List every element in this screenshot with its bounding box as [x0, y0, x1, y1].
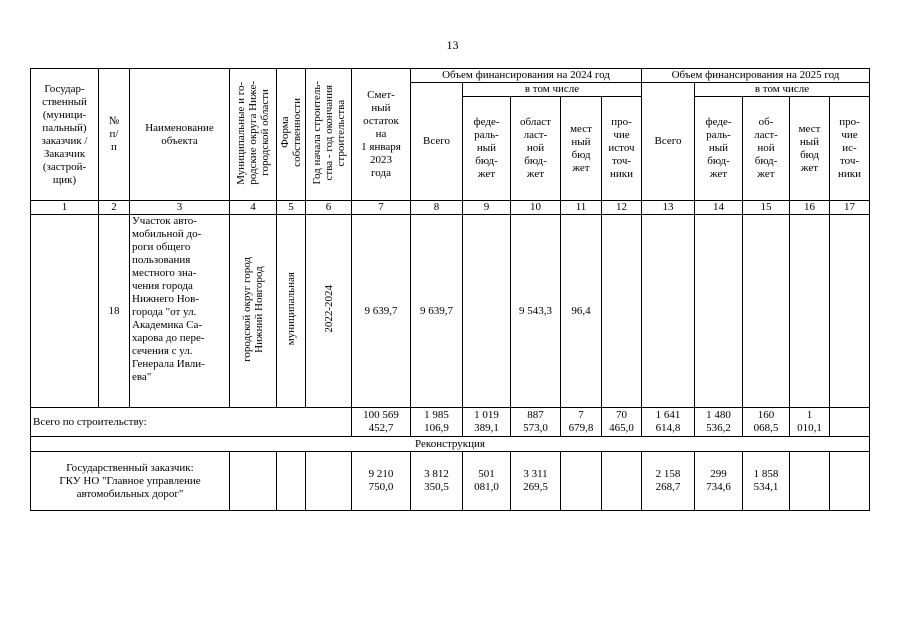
section-row	[31, 437, 870, 452]
col-number: 3	[130, 201, 230, 215]
row18-years-cell	[306, 215, 352, 408]
col-number: 6	[306, 201, 352, 215]
table-row	[31, 215, 870, 408]
col-number: 14	[695, 201, 743, 215]
customer-years	[306, 452, 352, 511]
header-municipality-cell	[230, 69, 277, 201]
row18-ownership-cell	[277, 215, 306, 408]
row18-municipality: городской округ город Нижний Новгород	[241, 256, 265, 362]
section-title: Реконструкция	[31, 437, 870, 452]
customer-label: Государственный заказчик: ГКУ НО "Главное управление автомобильных дорог"	[31, 452, 230, 511]
header-regional-2024: област ласт- ной бюд- жет	[511, 97, 561, 201]
total-total-2024: 1 985 106,9	[411, 408, 463, 437]
header-federal-2024: феде- раль- ный бюд- жет	[463, 97, 511, 201]
customer-regional-2024: 3 311 269,5	[511, 452, 561, 511]
header-num: № п/ п	[99, 69, 130, 201]
col-number: 11	[561, 201, 602, 215]
col-number: 15	[743, 201, 790, 215]
row18-local-2025	[790, 215, 830, 408]
row18-federal-2025	[695, 215, 743, 408]
header-estimate: Смет- ный остаток на 1 января 2023 года	[352, 69, 411, 201]
total-federal-2025: 1 480 536,2	[695, 408, 743, 437]
col-number: 8	[411, 201, 463, 215]
header-fin-2025: Объем финансирования на 2025 год	[642, 69, 870, 83]
total-local-2024: 7 679,8	[561, 408, 602, 437]
header-years-cell	[306, 69, 352, 201]
header-federal-2025: феде- раль- ный бюд- жет	[695, 97, 743, 201]
row18-other-2024	[602, 215, 642, 408]
column-numbers-row	[31, 201, 870, 215]
header-including-2024: в том числе	[463, 83, 642, 97]
total-federal-2024: 1 019 389,1	[463, 408, 511, 437]
header-regional-2025: об- ласт- ной бюд- жет	[743, 97, 790, 201]
customer-total-2024: 3 812 350,5	[411, 452, 463, 511]
customer-other-2024	[602, 452, 642, 511]
customer-local-2025	[790, 452, 830, 511]
header-including-2025: в том числе	[695, 83, 870, 97]
col-number: 4	[230, 201, 277, 215]
header-total-2025: Всего	[642, 83, 695, 201]
total-other-2024: 70 465,0	[602, 408, 642, 437]
col-number: 12	[602, 201, 642, 215]
page-number: 13	[446, 38, 459, 52]
customer-regional-2025: 1 858 534,1	[743, 452, 790, 511]
customer-other-2025	[830, 452, 870, 511]
customer-federal-2025: 299 734,6	[695, 452, 743, 511]
total-row	[31, 408, 870, 437]
row18-estimate: 9 639,7	[352, 215, 411, 408]
header-municipality: Муниципальные и го- родские округа Ниже- городской области	[235, 80, 271, 185]
col-number: 9	[463, 201, 511, 215]
header-ownership-cell	[277, 69, 306, 201]
col-number: 10	[511, 201, 561, 215]
row18-total-2024: 9 639,7	[411, 215, 463, 408]
financing-table	[30, 68, 870, 511]
total-other-2025	[830, 408, 870, 437]
col-number: 16	[790, 201, 830, 215]
total-label: Всего по строительству:	[31, 408, 352, 437]
col-number: 7	[352, 201, 411, 215]
total-total-2025: 1 641 614,8	[642, 408, 695, 437]
row18-local-2024: 96,4	[561, 215, 602, 408]
customer-row	[31, 452, 870, 511]
row18-federal-2024	[463, 215, 511, 408]
row18-municipality-cell	[230, 215, 277, 408]
total-regional-2025: 160 068,5	[743, 408, 790, 437]
col-number: 5	[277, 201, 306, 215]
row18-ownership: муниципальная	[285, 272, 297, 346]
header-local-2025: мест ный бюд жет	[790, 97, 830, 201]
row18-customer	[31, 215, 99, 408]
row18-object-name: Участок авто- мобильной до- роги общего пользования местного зна- чения города Нижнего Нов- города "от ул. Академика Са- харова до пере- сечения с ул. Генерала Ивли- ева"	[130, 215, 230, 408]
total-regional-2024: 887 573,0	[511, 408, 561, 437]
col-number: 2	[99, 201, 130, 215]
header-ownership: Форма собственности	[279, 98, 303, 167]
row18-years: 2022-2024	[322, 285, 335, 333]
col-number: 1	[31, 201, 99, 215]
header-other-2025: про- чие ис- точ- ники	[830, 97, 870, 201]
row18-total-2025	[642, 215, 695, 408]
header-total-2024: Всего	[411, 83, 463, 201]
row18-regional-2024: 9 543,3	[511, 215, 561, 408]
header-customer: Государ- ственный (муници- пальный) заказчик / Заказчик (застрой- щик)	[31, 69, 99, 201]
customer-estimate: 9 210 750,0	[352, 452, 411, 511]
col-number: 17	[830, 201, 870, 215]
customer-federal-2024: 501 081,0	[463, 452, 511, 511]
total-estimate: 100 569 452,7	[352, 408, 411, 437]
header-object-name: Наименование объекта	[130, 69, 230, 201]
customer-total-2025: 2 158 268,7	[642, 452, 695, 511]
header-local-2024: мест ный бюд жет	[561, 97, 602, 201]
total-local-2025: 1 010,1	[790, 408, 830, 437]
header-other-2024: про- чие источ точ- ники	[602, 97, 642, 201]
header-years: Год начала строитель- ства - год окончания строительства	[310, 80, 347, 185]
col-number: 13	[642, 201, 695, 215]
customer-ownership	[277, 452, 306, 511]
row18-other-2025	[830, 215, 870, 408]
customer-local-2024	[561, 452, 602, 511]
customer-municipality	[230, 452, 277, 511]
row18-num: 18	[99, 215, 130, 408]
row18-regional-2025	[743, 215, 790, 408]
header-fin-2024: Объем финансирования на 2024 год	[411, 69, 642, 83]
